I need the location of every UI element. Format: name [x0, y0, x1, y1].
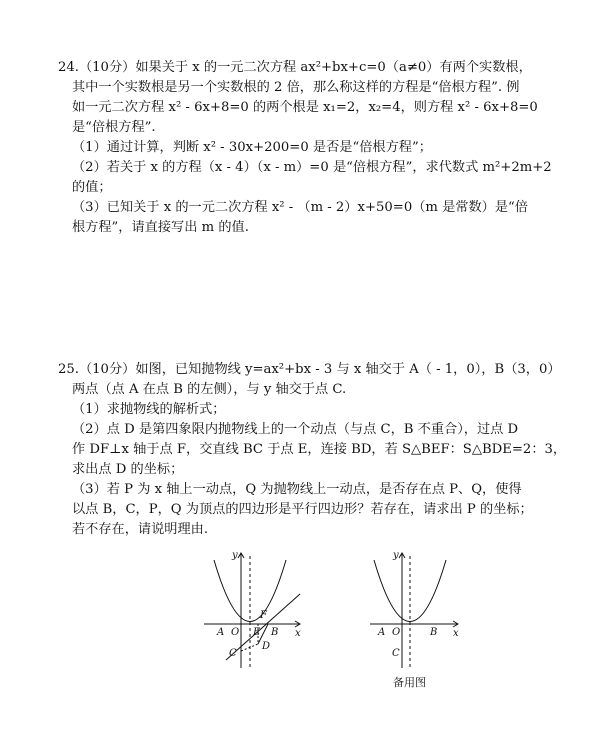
label-b: B	[430, 627, 438, 638]
q25-line-2: 两点（点 A 在点 B 的左侧），与 y 轴交于点 C.	[72, 382, 347, 397]
q25-part-2-cont: 作 DF⊥x 轴于点 F，交直线 BC 于点 E，连接 BD，若 S△BEF：S△BDE=2：3，	[72, 442, 567, 457]
label-c: C	[392, 648, 400, 659]
segment-cd	[241, 644, 258, 651]
q25-part-3-cont: 以点 B，C，P，Q 为顶点的四边形是平行四边形？若存在，请求出 P 的坐标；	[72, 502, 533, 517]
figure-2-parabola	[362, 548, 462, 673]
q24-part-1: （1）通过计算，判断 x² - 30x+200=0 是否是“倍根方程”；	[72, 140, 432, 155]
q25-line-1: 25.（10分）如图，已知抛物线 y=ax²+bx - 3 与 x 轴交于 A（ - 1，0），B（3，0）	[58, 362, 561, 377]
label-c: C	[229, 648, 237, 659]
q25-part-3-cont2: 若不存在，请说明理由.	[72, 522, 209, 537]
label-a: A	[217, 627, 225, 638]
q24-line-2: 其中一个实数根是另一个实数根的 2 倍，那么称这样的方程是“倍根方程”. 例	[72, 80, 520, 95]
q24-part-2-cont: 的值；	[72, 180, 112, 195]
q25-part-3: （3）若 P 为 x 轴上一动点，Q 为抛物线上一动点，是否存在点 P、Q，使得	[72, 482, 522, 497]
q24-line-1: 24.（10分）如果关于 x 的一元二次方程 ax²+bx+c=0（a≠0）有两个实数根，	[58, 60, 532, 75]
label-d: D	[262, 641, 271, 652]
label-o: O	[392, 627, 401, 638]
q24-part-2: （2）若关于 x 的方程（x - 4）（x - m）=0 是“倍根方程”，求代数式 m²+2m+2	[72, 160, 552, 175]
label-f: F	[260, 610, 267, 621]
question-25	[58, 360, 567, 540]
label-x: x	[295, 628, 301, 639]
q24-part-3: （3）已知关于 x 的一元二次方程 x² - （m - 2）x+50=0（m 是常数）是“倍	[72, 200, 528, 215]
figure-2-caption: 备用图	[393, 676, 426, 689]
label-a: A	[378, 627, 386, 638]
label-e: E	[253, 627, 261, 638]
q24-line-3: 如一元二次方程 x² - 6x+8=0 的两个根是 x₁=2，x₂=4，则方程 x² - 6x+8=0	[72, 100, 538, 115]
q25-part-2: （2）点 D 是第四象限内抛物线上的一个动点（与点 C，B 不重合），过点 D	[72, 422, 519, 437]
q25-part-2-cont2: 求出点 D 的坐标；	[72, 462, 184, 477]
q25-part-1: （1）求抛物线的解析式；	[72, 402, 226, 417]
question-24	[58, 58, 558, 238]
q24-line-4: 是“倍根方程”.	[72, 120, 156, 135]
label-y: y	[393, 550, 399, 561]
figure-1-parabola	[196, 548, 306, 673]
label-y: y	[232, 550, 238, 561]
label-o: O	[231, 627, 240, 638]
q24-part-3-cont: 根方程”，请直接写出 m 的值.	[72, 220, 249, 235]
label-x: x	[453, 628, 459, 639]
label-b: B	[271, 627, 279, 638]
